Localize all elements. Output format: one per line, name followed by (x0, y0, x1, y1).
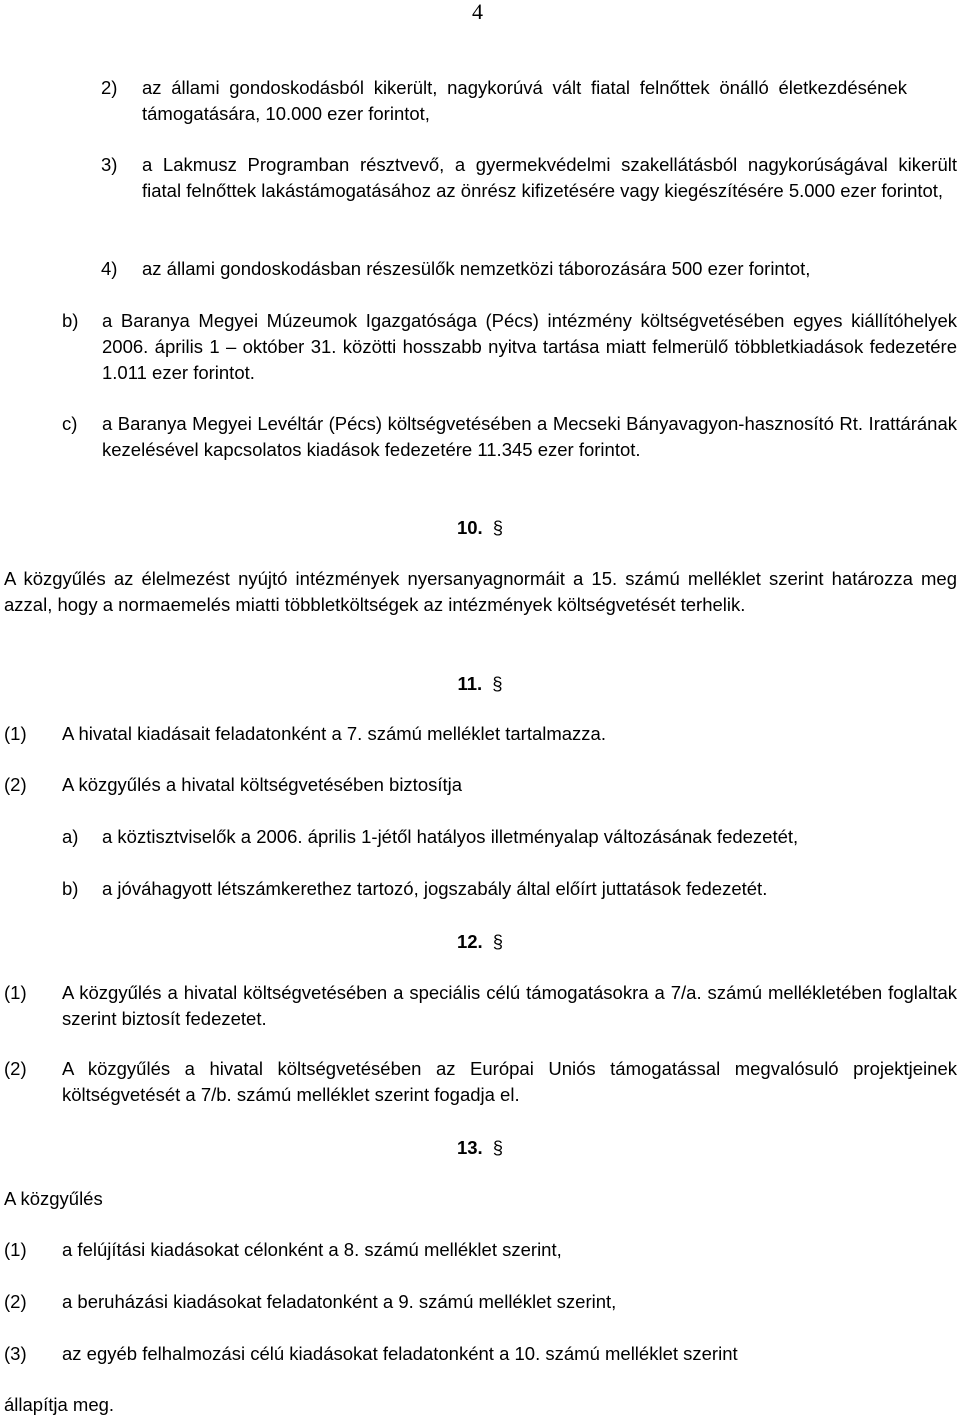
item-number: (2) (4, 1291, 27, 1312)
item-number: (1) (4, 723, 27, 744)
item-number: 4) (101, 258, 118, 279)
list-item (62, 824, 957, 850)
list-item (101, 256, 957, 282)
paragraph-icon: § (492, 1137, 503, 1158)
section-number: 10. (456, 517, 483, 538)
intro-text: A közgyűlés (4, 1188, 103, 1209)
list-item (101, 75, 907, 127)
item-number: c) (62, 413, 78, 434)
paragraph-icon: § (492, 517, 503, 538)
item-text: a felújítási kiadásokat célonként a 8. számú melléklet szerint, (62, 1239, 562, 1260)
page-number: 4 (472, 0, 483, 24)
list-item (4, 772, 957, 798)
section-heading (0, 515, 960, 541)
list-item (4, 1289, 957, 1315)
list-item (4, 721, 957, 747)
section-number: 12. (456, 931, 483, 952)
item-text: a Lakmusz Programban résztvevő, a gyermekvédelmi szakellátásból nagykorúságával kikerült fiatal felnőttek lakástámogatásához az önrész kifizetésére vagy kiegészítésére 5.000 ezer forintot, (142, 154, 957, 201)
section-number: 13. (456, 1137, 483, 1158)
item-text: A közgyűlés a hivatal költségvetésében a speciális célú támogatásokra a 7/a. számú mellékletében foglaltak szerint biztosít fedezetet. (62, 982, 957, 1029)
item-number: 3) (101, 154, 118, 175)
paragraph-icon: § (492, 673, 503, 694)
list-item (101, 152, 957, 204)
item-text: A közgyűlés a hivatal költségvetésében biztosítja (62, 774, 463, 795)
item-text: az állami gondoskodásban részesülők nemzetközi táborozására 500 ezer forintot, (142, 258, 811, 279)
item-number: (1) (4, 1239, 27, 1260)
item-text: a Baranya Megyei Múzeumok Igazgatósága (Pécs) intézmény költségvetésében egyes kiállítóhelyek 2006. április 1 – október 31. közötti hosszabb nyitva tartása miatt felmerülő többletkiadások fedezetére 1.011 ezer forintot. (102, 310, 957, 383)
item-text: az egyéb felhalmozási célú kiadásokat feladatonként a 10. számú melléklet szerint (62, 1343, 738, 1364)
list-item (4, 980, 957, 1032)
section-heading (0, 929, 960, 955)
item-number: (2) (4, 1058, 27, 1079)
item-number: a) (62, 826, 79, 847)
item-text: az állami gondoskodásból kikerült, nagykorúvá vált fiatal felnőttek önálló életkezdésének támogatására, 10.000 ezer forintot, (142, 77, 907, 124)
item-number: (2) (4, 774, 27, 795)
section-heading (0, 1135, 960, 1161)
item-text: a köztisztviselők a 2006. április 1-jétől hatályos illetményalap változásának fedezetét, (102, 826, 799, 847)
item-number: (1) (4, 982, 27, 1003)
paragraph: A közgyűlés az élelmezést nyújtó intézmények nyersanyagnormáit a 15. számú melléklet szerint határozza meg azzal, hogy a normaemelés miatti többletköltségek az intézmények költségvetését terhelik. (4, 568, 957, 615)
list-item (4, 1341, 957, 1367)
list-item (62, 876, 957, 902)
paragraph-icon: § (492, 931, 503, 952)
item-text: A hivatal kiadásait feladatonként a 7. számú melléklet tartalmazza. (62, 723, 606, 744)
closing-text: állapítja meg. (4, 1394, 115, 1415)
item-number: b) (62, 310, 79, 331)
item-text: a jóváhagyott létszámkerethez tartozó, jogszabály által előírt juttatások fedezetét. (102, 878, 768, 899)
item-number: (3) (4, 1343, 27, 1364)
item-number: 2) (101, 77, 118, 98)
item-text: a Baranya Megyei Levéltár (Pécs) költségvetésében a Mecseki Bányavagyon-hasznosító Rt. Irattárának kezelésével kapcsolatos kiadások fedezetére 11.345 ezer forintot. (102, 413, 957, 460)
section-heading (0, 671, 960, 697)
list-item (62, 308, 957, 386)
item-text: a beruházási kiadásokat feladatonként a 9. számú melléklet szerint, (62, 1291, 617, 1312)
list-item (62, 411, 957, 463)
item-number: b) (62, 878, 79, 899)
section-number: 11. (457, 673, 483, 694)
item-text: A közgyűlés a hivatal költségvetésében az Európai Uniós támogatással megvalósuló projektjeinek költségvetését a 7/b. számú melléklet szerint fogadja el. (62, 1058, 957, 1105)
list-item (4, 1056, 957, 1108)
list-item (4, 1237, 957, 1263)
